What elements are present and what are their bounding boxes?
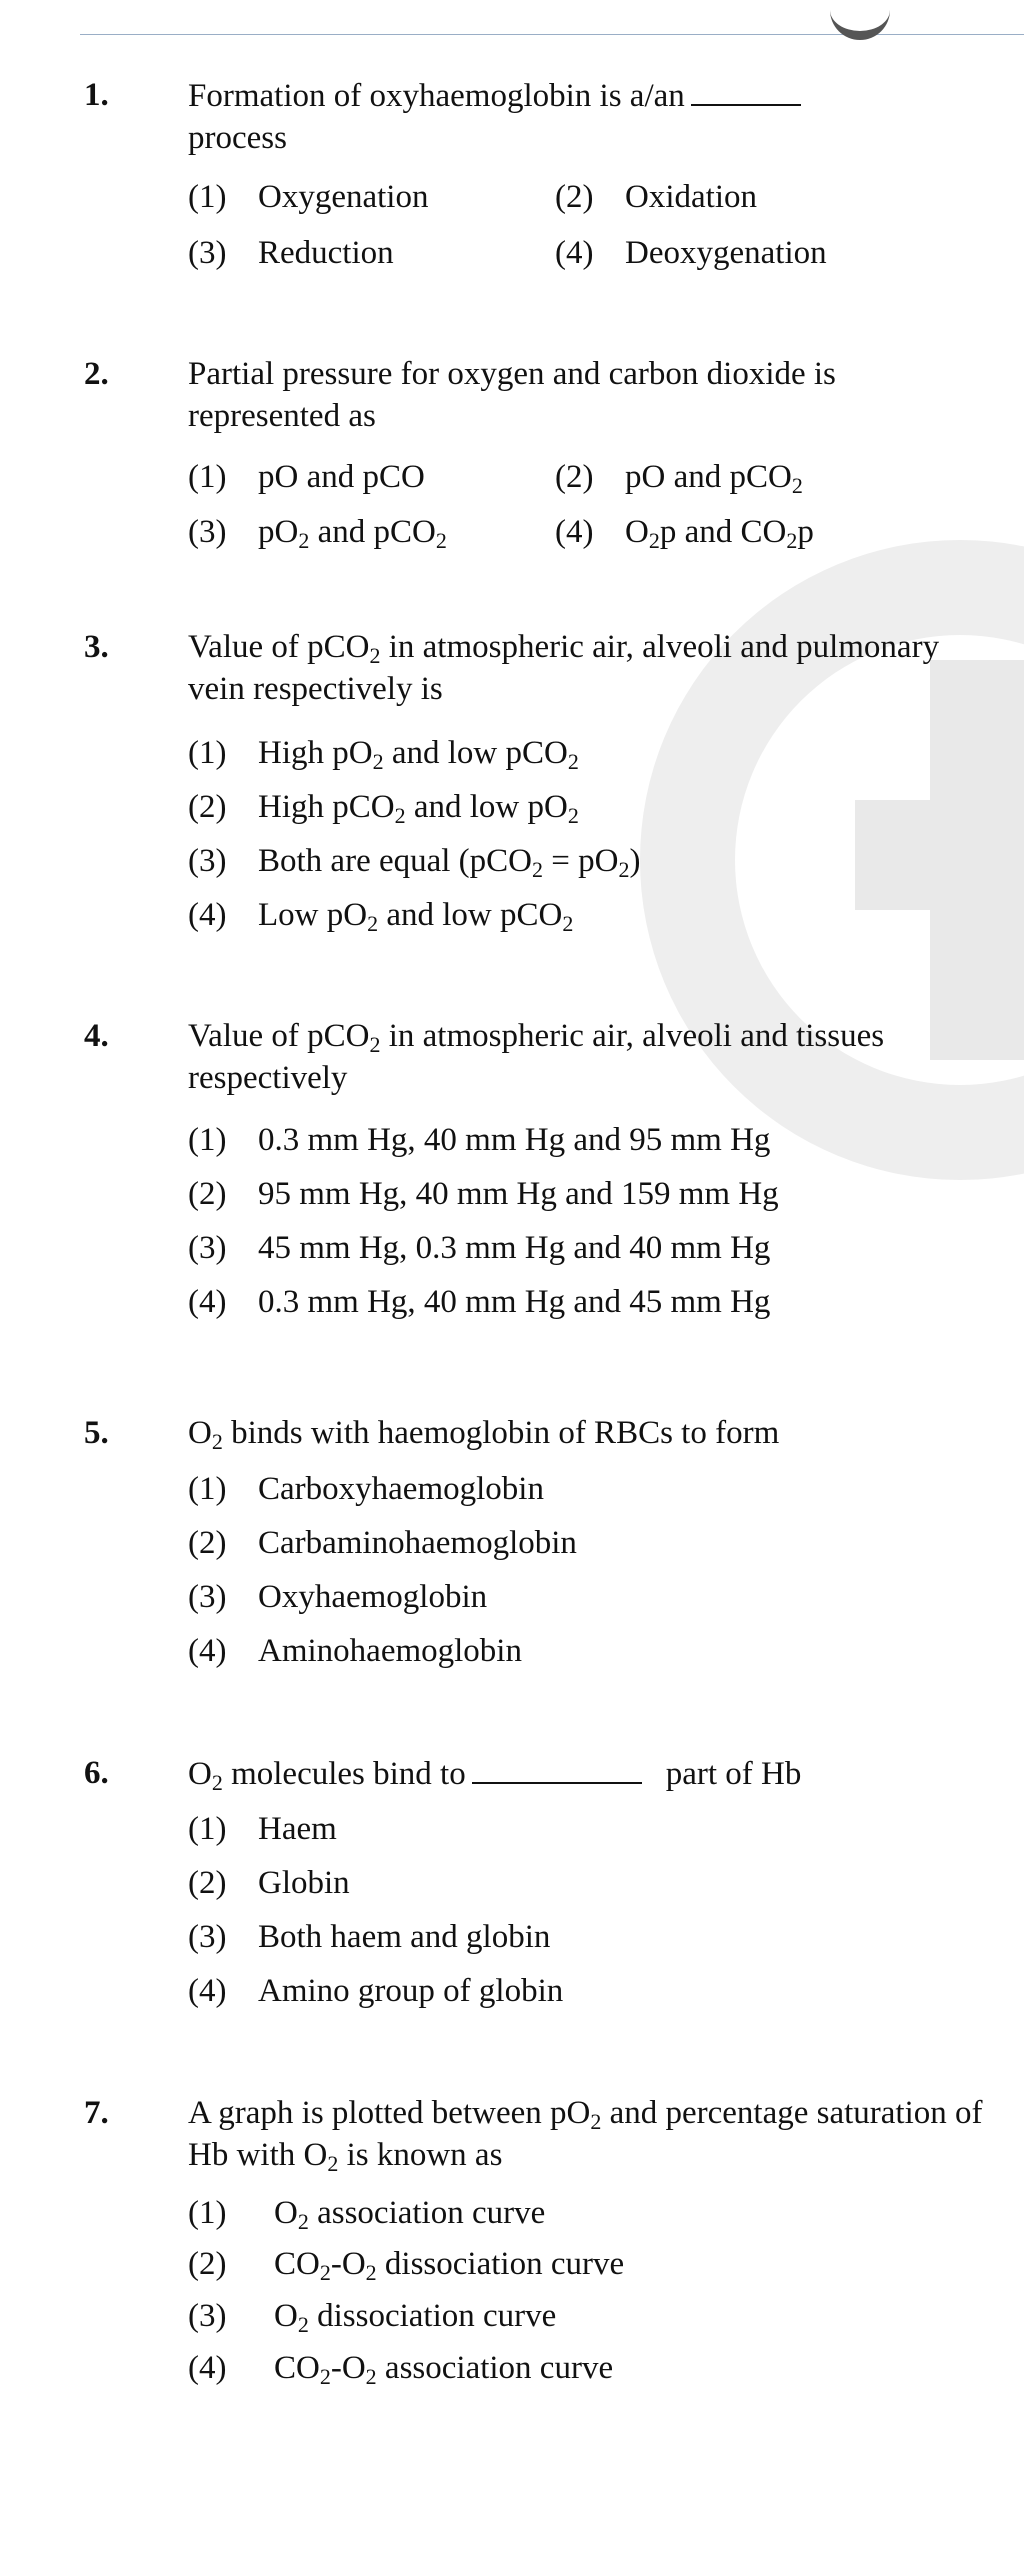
option-2[interactable]: (2) $CO_2-O_2$ dissociation curve	[188, 2246, 625, 2285]
option-4[interactable]: (4) Aminohaemoglobin	[188, 1633, 522, 1669]
option-1[interactable]: (1) Carboxyhaemoglobin	[188, 1471, 544, 1507]
option-1[interactable]: (1) High $pO_2$ and low pCO$_2$	[188, 735, 579, 774]
option-2[interactable]: (2) Carbaminohaemoglobin	[188, 1525, 577, 1561]
question-text: A graph is plotted between $pO_2$ and percentage saturation of Hb with $O_2$ is known as	[188, 2095, 983, 2176]
answer-blank	[472, 1752, 642, 1784]
answer-blank	[691, 74, 801, 106]
option-1[interactable]: (1) Haem	[188, 1811, 337, 1847]
option-3[interactable]: (3) Both haem and globin	[188, 1919, 551, 1955]
option-4[interactable]: (4) $CO_2-O_2$ association curve	[188, 2350, 614, 2389]
question-text: $O_2$ molecules bind to part of Hb	[188, 1752, 988, 1795]
option-3[interactable]: (3) Oxyhaemoglobin	[188, 1579, 488, 1615]
option-1[interactable]: (1) pO and pCO	[188, 459, 425, 495]
question-text: Value of pCO$_2$ in atmospheric air, alveoli and tissues respectively	[188, 1018, 885, 1096]
question-number: 2.	[84, 356, 109, 392]
option-2[interactable]: (2) High pCO$_2$ and low $pO_2$	[188, 789, 579, 828]
option-2[interactable]: (2) 95 mm Hg, 40 mm Hg and 159 mm Hg	[188, 1176, 779, 1212]
question-text: Partial pressure for oxygen and carbon dioxide is represented as	[188, 356, 836, 434]
option-4[interactable]: (4) $O_2p$ and $CO_2p$	[555, 514, 814, 553]
question-text: Formation of oxyhaemoglobin is a/an process	[188, 74, 988, 159]
option-4[interactable]: (4) Low $pO_2$ and low pCO$_2$	[188, 897, 574, 936]
header-logo-fragment	[830, 10, 890, 40]
option-2[interactable]: (2) Oxidation	[555, 179, 757, 215]
option-1[interactable]: (1) 0.3 mm Hg, 40 mm Hg and 95 mm Hg	[188, 1122, 771, 1158]
option-2[interactable]: (2) pO and pCO$_2$	[555, 459, 803, 498]
question-text: $O_2$ binds with haemoglobin of RBCs to form	[188, 1415, 780, 1454]
option-4[interactable]: (4) 0.3 mm Hg, 40 mm Hg and 45 mm Hg	[188, 1284, 771, 1320]
option-4[interactable]: (4) Amino group of globin	[188, 1973, 564, 2009]
header-rule	[80, 34, 1024, 35]
question-number: 1.	[84, 77, 109, 113]
option-1[interactable]: (1) Oxygenation	[188, 179, 429, 215]
question-number: 5.	[84, 1415, 109, 1451]
option-1[interactable]: (1) $O_2$ association curve	[188, 2195, 546, 2234]
question-number: 7.	[84, 2095, 109, 2131]
option-3[interactable]: (3) 45 mm Hg, 0.3 mm Hg and 40 mm Hg	[188, 1230, 771, 1266]
question-text: Value of pCO$_2$ in atmospheric air, alveoli and pulmonary vein respectively is	[188, 629, 940, 707]
question-number: 6.	[84, 1755, 109, 1791]
option-4[interactable]: (4) Deoxygenation	[555, 235, 827, 271]
question-number: 3.	[84, 629, 109, 665]
question-number: 4.	[84, 1018, 109, 1054]
option-3[interactable]: (3) $O_2$ dissociation curve	[188, 2298, 557, 2337]
option-3[interactable]: (3) Both are equal $(pCO_2 = pO_2)$	[188, 843, 641, 882]
option-3[interactable]: (3) Reduction	[188, 235, 394, 271]
option-2[interactable]: (2) Globin	[188, 1865, 350, 1901]
option-3[interactable]: (3) $pO_2$ and pCO$_2$	[188, 514, 447, 553]
